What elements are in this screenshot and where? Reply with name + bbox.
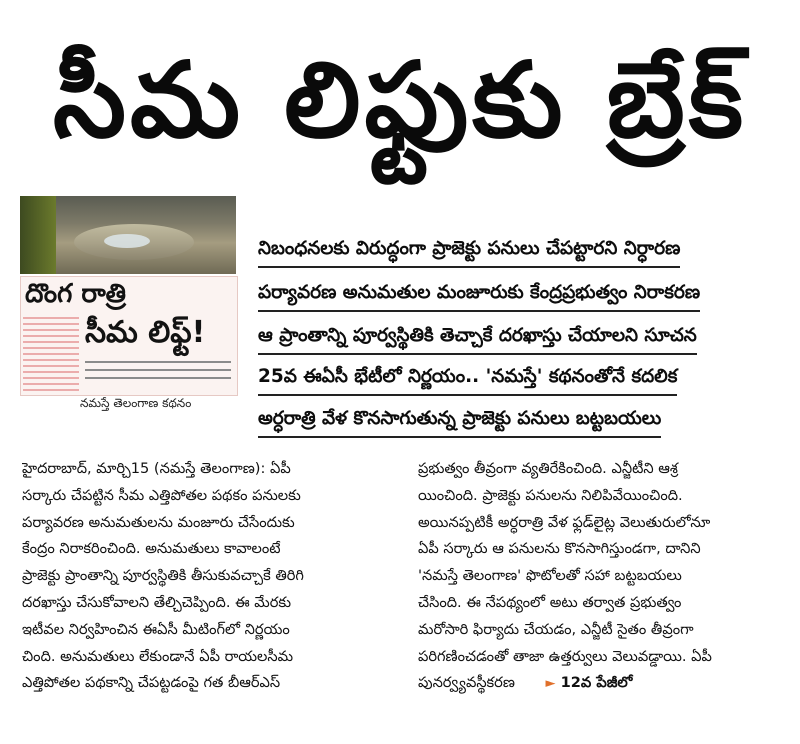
- article-column-1: [22, 456, 402, 697]
- article-line: పరిగణించడంతో తాజా ఉత్తర్వులు వెలువడ్డాయి. ఏపీ: [418, 647, 712, 665]
- subheadline-3: ఆ ప్రాంతాన్ని పూర్వస్థితికి తెచ్చాకే దరఖాస్తు చేయాలని సూచన: [258, 325, 697, 355]
- article-line-last: [418, 670, 786, 698]
- article-line: హైదరాబాద్, మార్చి15 (నమస్తే తెలంగాణ): ఏపీ: [22, 460, 291, 477]
- article-line: చేసింది. ఈ నేపథ్యంలో అటు తర్వాత ప్రభుత్వం: [418, 593, 682, 611]
- article-line: కేంద్రం నిరాకరించింది. అనుమతులు కావాలంటే: [22, 540, 281, 558]
- article-line: సర్కారు చేపట్టిన సీమ ఎత్తిపోతల పథకం పనులకు: [22, 486, 301, 504]
- article-line: అయినప్పటికీ అర్ధరాత్రి వేళ ఫ్లడ్‌లైట్ల వెలుతురులోనూ: [418, 513, 711, 531]
- article-line-text: పునర్వ్యవస్థీకరణ: [418, 674, 515, 692]
- article-line: దరఖాస్తు చేసుకోవాలని తేల్చిచెప్పింది. ఈ మేరకు: [22, 593, 292, 611]
- subheadline-5: అర్ధరాత్రి వేళ కొనసాగుతున్న ప్రాజెక్టు పనులు బట్టబయలు: [258, 408, 661, 438]
- clip-title-2: సీమ లిఫ్ట్!: [85, 315, 206, 350]
- article-line: యించింది. ప్రాజెక్టు పనులను నిలిపివేయించింది.: [418, 486, 683, 504]
- news-photo: [20, 196, 236, 420]
- photo-trees: [20, 196, 56, 274]
- subheadline-1: నిబంధనలకు విరుద్ధంగా ప్రాజెక్టు పనులు చేపట్టారని నిర్ధారణ: [258, 238, 680, 268]
- newspaper-clipping: [20, 276, 238, 396]
- project-site-photo: [20, 196, 236, 274]
- article-line: ప్రభుత్వం తీవ్రంగా వ్యతిరేకించింది. ఎన్జీటీని ఆశ్ర: [418, 460, 678, 477]
- article-line: పర్యావరణ అనుమతులను మంజూరు చేసేందుకు: [22, 513, 295, 531]
- article-line: ప్రాజెక్టు ప్రాంతాన్ని పూర్వస్థితికి తీసుకువచ్చాకే తిరిగి: [22, 567, 304, 585]
- continuation-link[interactable]: [546, 670, 633, 698]
- clip-text-lines: [85, 361, 231, 385]
- subheadline-4: 25వ ఈఏసీ భేటీలో నిర్ణయం.. 'నమస్తే' కథనంతోనే కదలిక: [258, 366, 677, 396]
- clip-column-texture: [23, 317, 79, 391]
- article-line: ఇటీవల నిర్వహించిన ఈఏసీ మీటింగ్‌లో నిర్ణయం: [22, 620, 290, 638]
- article-column-2: [418, 456, 786, 698]
- photo-caption: నమస్తే తెలంగాణ కథనం: [80, 396, 192, 410]
- subheadline-2: పర్యావరణ అనుమతుల మంజూరుకు కేంద్రప్రభుత్వం నిరాకరణ: [258, 282, 700, 312]
- headline: సీమ లిఫ్టుకు బ్రేక్: [52, 39, 748, 161]
- photo-water: [104, 234, 150, 248]
- clip-title-1: దొంగ రాత్రి: [25, 279, 127, 309]
- article-line: ఎత్తిపోతల పథకాన్ని చేపట్టడంపై గత బీఆర్‌ఎస్: [22, 674, 281, 692]
- article-line: మరోసారి ఫిర్యాదు చేయడం, ఎన్జీటీ సైతం తీవ్రంగా: [418, 620, 694, 638]
- continuation-text: 12వ పేజీలో: [560, 674, 633, 692]
- article-line: 'నమస్తే తెలంగాణ' ఫొటోలతో సహా బట్టబయలు: [418, 567, 682, 585]
- article-line: చింది. అనుమతులు లేకుండానే ఏపీ రాయలసీమ: [22, 647, 294, 665]
- arrow-right-icon: ►: [545, 676, 556, 692]
- article-line: ఏపీ సర్కారు ఆ పనులను కొనసాగిస్తుండగా, దానిని: [418, 540, 701, 558]
